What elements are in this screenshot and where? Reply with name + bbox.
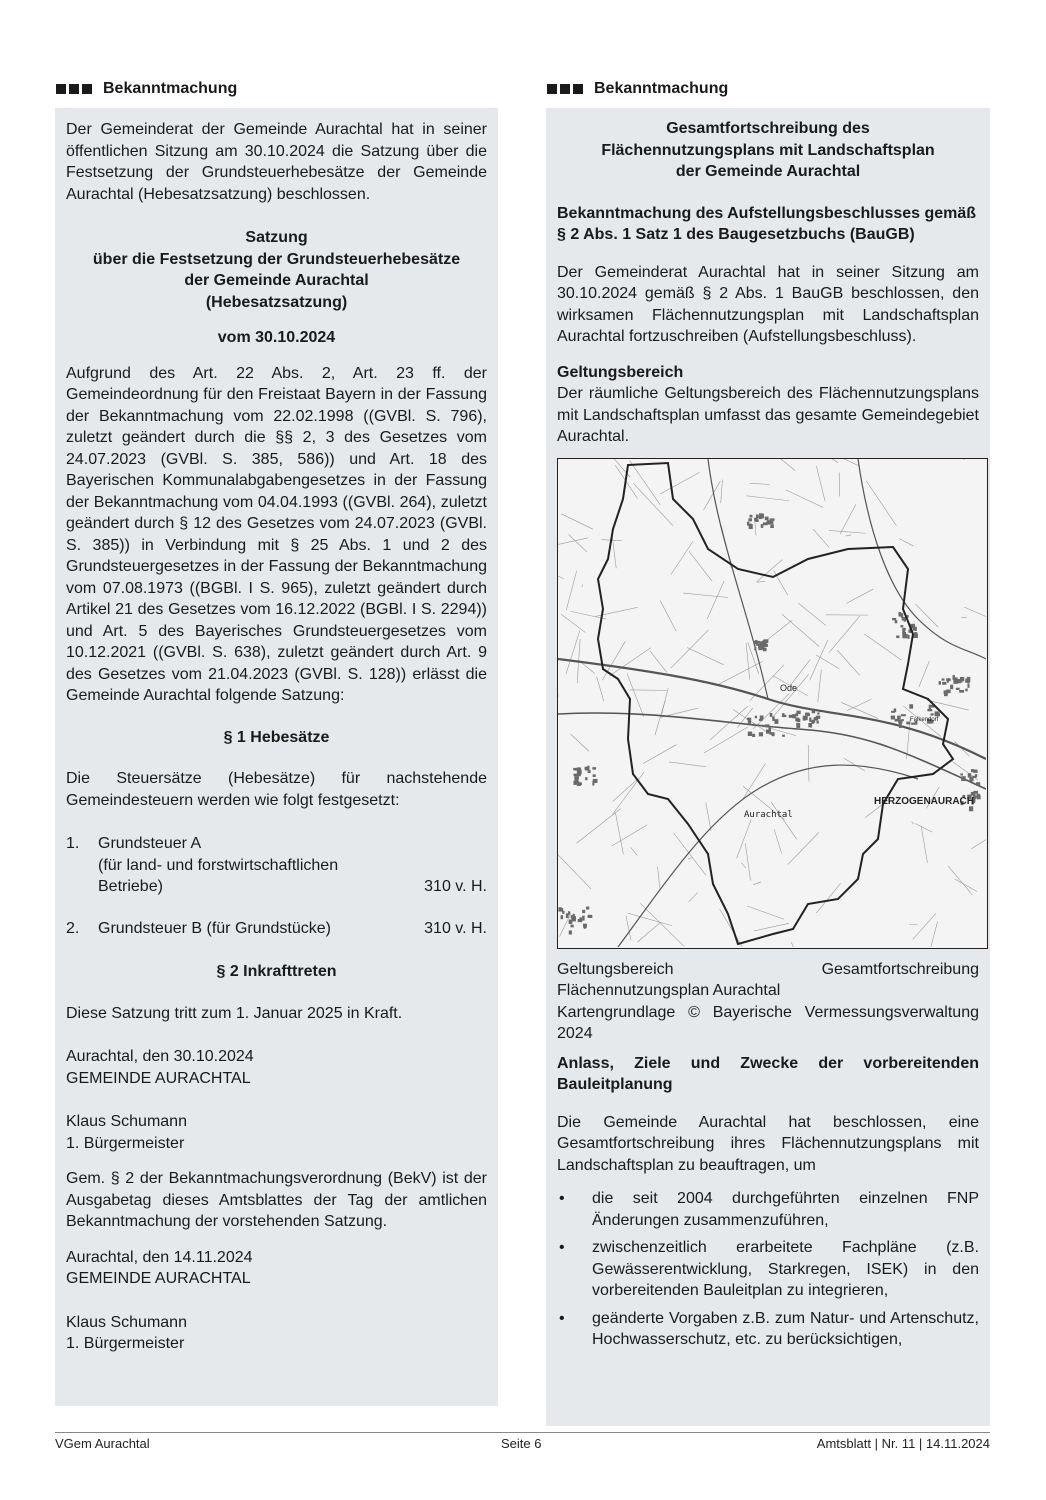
bullet-icon: • [559, 1309, 565, 1327]
scope-map [557, 458, 988, 949]
list-item-text [98, 833, 415, 898]
left-column [55, 78, 498, 1406]
list-item-text: die seit 2004 durchgeführten einzelnen FNP Änderungen zusammenzuführen, [592, 1190, 979, 1229]
purpose-heading: Anlass, Ziele und Zwecke der vorbereitenden Bauleitplanung [557, 1054, 979, 1093]
list-item-line: Betriebe) [98, 878, 163, 895]
section1-title: § 1 Hebesätze [223, 728, 330, 746]
purpose-text: Die Gemeinde Aurachtal hat beschlossen, eine Gesamtfortschreibung ihres Flächennutzungsplans mit Landschaftsplan zu beauftragen, um [557, 1113, 979, 1174]
statute-title-line: Satzung [245, 229, 308, 246]
scope-heading: Geltungsbereich [557, 363, 684, 381]
bullet-icon: • [559, 1239, 565, 1256]
left-section-header [55, 78, 498, 100]
section1-text: Die Steuersätze (Hebesätze) für nachstehende Gemeindesteuern werden wie folgt festgesetzt: [66, 770, 487, 809]
plan-title-line: Gesamtfortschreibung des [666, 120, 870, 137]
list-item-number: 2. [66, 919, 80, 937]
tax-rate-list [66, 833, 487, 939]
resolution-text: Der Gemeinderat Aurachtal hat in seiner Sitzung am 30.10.2024 gemäß § 2 Abs. 1 BauGB beschlossen, den wirksamen Flächennutzungsplan mit Landschaftsplan Aurachtal fortzuschreiben (Aufstellungsbeschluss). [557, 263, 979, 345]
footer-page-number: Seite 6 [501, 1436, 542, 1451]
statute-title [66, 227, 487, 313]
signature-organisation: GEMEINDE AURACHTAL [66, 1069, 251, 1087]
signature-name: Klaus Schumann [66, 1113, 187, 1130]
list-item [66, 918, 487, 940]
list-item [557, 1308, 979, 1351]
right-announcement-box [546, 108, 990, 1426]
list-item-value: 310 v. H. [424, 919, 487, 937]
left-header-label: Bekanntmachung [103, 80, 238, 97]
header-squares-icon [56, 84, 95, 94]
signature-block-2 [66, 1247, 487, 1355]
section2-title: § 2 Inkrafttreten [216, 963, 337, 980]
map-label-neighbour: HERZOGENAURACH [874, 795, 974, 807]
list-item-number: 1. [66, 835, 80, 852]
legal-basis: Aufgrund des Art. 22 Abs. 2, Art. 23 ff. der Gemeindeordnung für den Freistaat Bayern in der Fassung der Bekanntmachung vom 22.02.1998 ((GVBl. S. 796), zuletzt geändert durch die §§ 2, 3 des Gesetzes vom 24.07.2023 (GVBl. S. 385, 586)) und Art. 18 des Bayerischen Kommunalabgabengesetzes in der Fassung der Bekanntmachung vom 04.04.1993 ((GVBl. 264), zuletzt geändert durch § 12 des Gesetzes vom 24.07.2023 (GVBl. S. 385)) in Verbindung mit § 25 Abs. 1 und 2 des Grundsteuergesetzes in der Fassung der Bekanntmachung vom 07.08.1973 ((BGBl. I S. 965), zuletzt geändert durch Artikel 21 des Gesetzes vom 16.12.2022 (BGBl. I S. 2294)) und Art. 5 des Bayerisches Grundsteuergesetzes vom 10.12.2021 ((GVBl. S. 638), zuletzt geändert durch Art. 9 des Gesetzes vom 21.04.2023 (GVBl. S. 128)) erlässt die Gemeinde Aurachtal folgende Satzung: [66, 364, 487, 704]
left-announcement-box [55, 108, 498, 1406]
section2-text: Diese Satzung tritt zum 1. Januar 2025 in Kraft. [66, 1004, 403, 1022]
purpose-list [557, 1188, 979, 1351]
right-column [546, 78, 990, 1426]
signature-role: 1. Bürgermeister [66, 1335, 185, 1352]
signature-place-date: Aurachtal, den 30.10.2024 [66, 1048, 254, 1065]
signature-block-1 [66, 1046, 487, 1154]
right-section-header [546, 78, 990, 100]
signature-place-date: Aurachtal, den 14.11.2024 [66, 1248, 253, 1266]
right-header-label: Bekanntmachung [594, 80, 729, 97]
statute-title-line: (Hebesatzsatzung) [205, 293, 348, 311]
publication-note: Gem. § 2 der Bekanntmachungsverordnung (BekV) ist der Ausgabetag dieses Amtsblattes der Tag der amtlichen Bekanntmachung der vorstehenden Satzung. [66, 1170, 487, 1230]
list-item-text: zwischenzeitlich erarbeitete Fachpläne (z.B. Gewässerentwicklung, Starkregen, ISEK) in den vorbereitenden Bauleitplan zu integrieren, [592, 1239, 979, 1299]
list-item-line: (für land- und forstwirtschaftlichen [98, 856, 339, 874]
header-squares-icon [547, 84, 586, 94]
left-intro: Der Gemeinderat der Gemeinde Aurachtal hat in seiner öffentlichen Sitzung am 30.10.2024 die Satzung über die Festsetzung der Grundsteuerhebesätze der Gemeinde Aurachtal (Hebesatzsatzung) beschlossen. [66, 121, 487, 203]
signature-organisation: GEMEINDE AURACHTAL [66, 1270, 251, 1287]
scope-map-graphic [558, 459, 986, 947]
plan-title [557, 118, 979, 183]
list-item [557, 1188, 979, 1231]
list-item-value: 310 v. H. [424, 878, 487, 895]
map-caption: Geltungsbereich Gesamtfortschreibung Flächennutzungsplan Aurachtal [557, 960, 979, 999]
map-label-place: Falkendorf [910, 716, 939, 723]
signature-name: Klaus Schumann [66, 1313, 187, 1331]
signature-role: 1. Bürgermeister [66, 1134, 185, 1152]
list-item-line: Grundsteuer A [98, 835, 202, 852]
plan-title-line: Flächennutzungsplans mit Landschaftsplan [601, 141, 935, 159]
map-label-town: Aurachtal [744, 809, 793, 820]
resolution-subtitle: Bekanntmachung des Aufstellungsbeschlusses gemäß § 2 Abs. 1 Satz 1 des Baugesetzbuchs (BauGB) [557, 204, 977, 243]
map-label-place: Ode [780, 682, 798, 693]
list-item-text: geänderte Vorgaben z.B. zum Natur- und Artenschutz, Hochwasserschutz, etc. zu berücksichtigen, [592, 1309, 979, 1348]
scope-text: Der räumliche Geltungsbereich des Flächennutzungsplans mit Landschaftsplan umfasst das gesamte Gemeindegebiet Aurachtal. [557, 385, 979, 445]
list-item-text: Grundsteuer B (für Grundstücke) [98, 919, 331, 937]
statute-date: vom 30.10.2024 [217, 329, 336, 346]
plan-title-line: der Gemeinde Aurachtal [675, 163, 861, 180]
footer-issue: Amtsblatt | Nr. 11 | 14.11.2024 [816, 1436, 990, 1451]
statute-title-line: über die Festsetzung der Grundsteuerhebesätze [92, 250, 461, 268]
footer-divider [55, 1432, 990, 1433]
bullet-icon: • [559, 1190, 565, 1207]
list-item [66, 833, 487, 898]
footer-publisher: VGem Aurachtal [55, 1436, 150, 1451]
map-copyright: Kartengrundlage © Bayerische Vermessungsverwaltung 2024 [557, 1003, 979, 1042]
statute-title-line: der Gemeinde Aurachtal [184, 272, 369, 289]
list-item [557, 1237, 979, 1302]
